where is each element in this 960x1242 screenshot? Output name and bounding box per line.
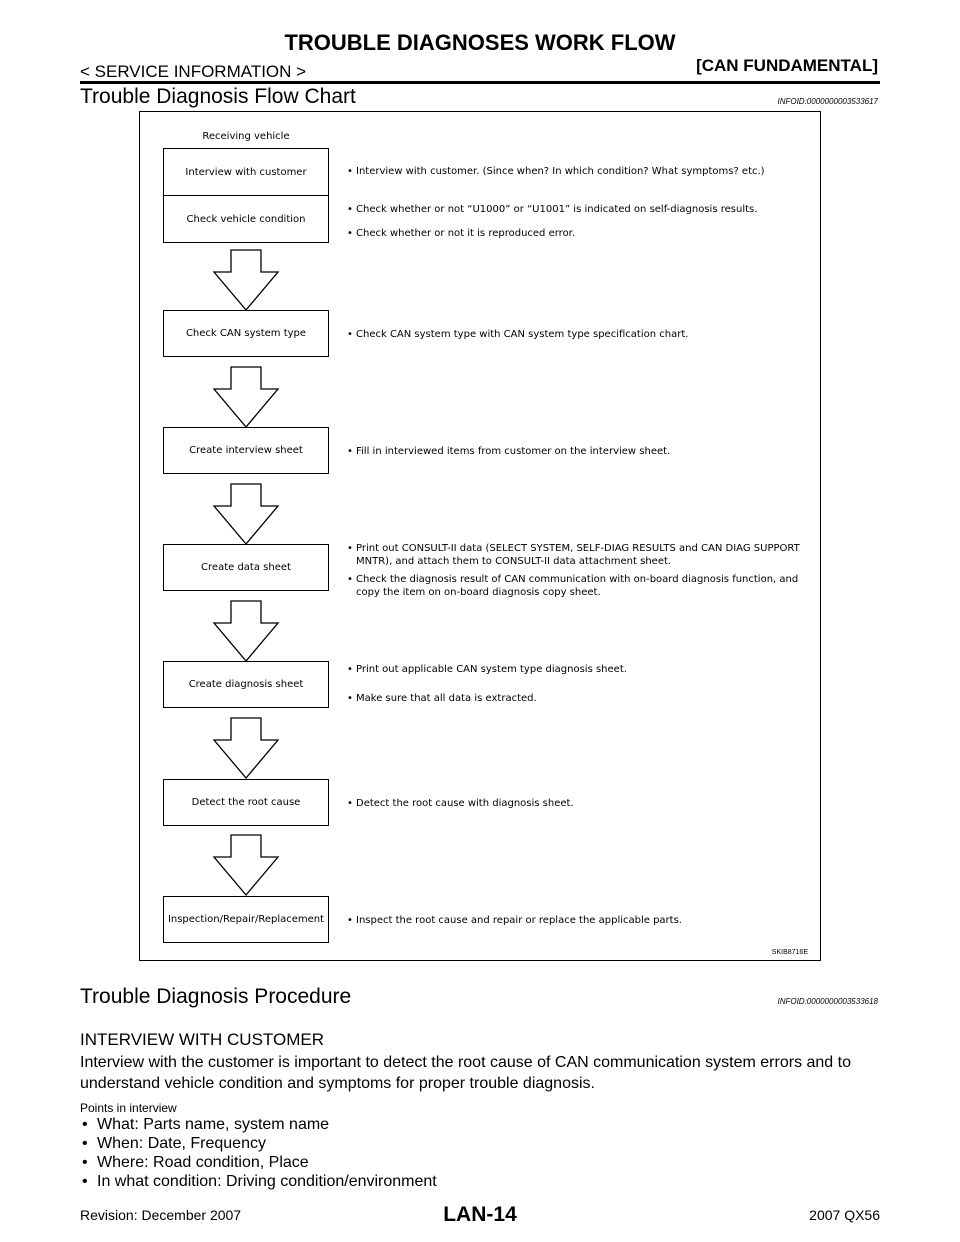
step-label: Check CAN system type — [185, 328, 307, 339]
step-note: • Check whether or not it is reproduced error. — [347, 228, 576, 239]
category-label: [CAN FUNDAMENTAL] — [696, 56, 878, 75]
step-label: Detect the root cause — [191, 797, 301, 808]
list-item: • What: Parts name, system name — [80, 1115, 437, 1134]
figure-code: SKIB8716E — [771, 949, 808, 956]
step-note: • Print out applicable CAN system type diagnosis sheet. — [347, 664, 627, 675]
step-label: Check vehicle condition — [186, 213, 306, 225]
step-box — [163, 544, 329, 591]
intro-paragraph: Interview with the customer is important to detect the root cause of CAN communication system errors and to understand vehicle condition and symptoms for proper trouble diagnosis. — [80, 1054, 851, 1092]
points-list — [80, 1115, 437, 1191]
step-note: • Fill in interviewed items from customer on the interview sheet. — [347, 446, 671, 457]
page-number: LAN-14 — [443, 1203, 517, 1226]
info-id: INFOID:0000000003533618 — [777, 997, 878, 1006]
step-box — [163, 427, 329, 474]
step-box — [163, 195, 329, 243]
info-id: INFOID:0000000003533617 — [777, 97, 878, 106]
page-header-title: TROUBLE DIAGNOSES WORK FLOW — [284, 30, 676, 55]
list-item: • In what condition: Driving condition/environment — [80, 1172, 437, 1191]
model-year: 2007 QX56 — [809, 1207, 880, 1223]
step-label: Create interview sheet — [189, 445, 303, 456]
down-arrow-icon — [214, 601, 278, 661]
step-label: Create diagnosis sheet — [188, 679, 304, 690]
step-note: • Check CAN system type with CAN system type specification chart. — [347, 329, 689, 340]
step-note: • Detect the root cause with diagnosis sheet. — [347, 798, 574, 809]
down-arrow-icon — [214, 718, 278, 778]
step-box — [163, 148, 329, 196]
step-box — [163, 779, 329, 826]
step-box — [163, 661, 329, 708]
step-label: Create data sheet — [201, 562, 291, 573]
section-context: < SERVICE INFORMATION > — [80, 62, 307, 81]
step-label: Inspection/Repair/Replacement — [167, 914, 325, 925]
header-rule — [80, 81, 880, 84]
step-note: • Inspect the root cause and repair or replace the applicable parts. — [347, 915, 682, 926]
step-note: • Check the diagnosis result of CAN communication with on-board diagnosis function, and copy the item on on-board diagnosis copy sheet. — [347, 574, 799, 598]
step-note: • Print out CONSULT-II data (SELECT SYSTEM, SELF-DIAG RESULTS and CAN DIAG SUPPORT MNTR), and attach them to CONSULT-II data attachment sheet. — [347, 543, 800, 567]
step-note: • Interview with customer. (Since when? In which condition? What symptoms? etc.) — [347, 166, 765, 177]
flow-chart-figure — [139, 111, 821, 961]
step-box — [163, 310, 329, 357]
down-arrow-icon — [214, 835, 278, 895]
subheading: INTERVIEW WITH CUSTOMER — [80, 1030, 324, 1049]
section-title-procedure: Trouble Diagnosis Procedure — [80, 985, 352, 1008]
step-note: • Make sure that all data is extracted. — [347, 693, 537, 704]
down-arrow-icon — [214, 250, 278, 310]
down-arrow-icon — [214, 367, 278, 427]
down-arrow-icon — [214, 484, 278, 544]
points-label: Points in interview — [80, 1101, 177, 1115]
step-box — [163, 896, 329, 943]
start-label: Receiving vehicle — [202, 131, 290, 142]
step-note: • Check whether or not “U1000” or “U1001” is indicated on self-diagnosis results. — [347, 204, 758, 215]
list-item: • Where: Road condition, Place — [80, 1153, 437, 1172]
revision-date: Revision: December 2007 — [80, 1207, 242, 1223]
step-label: Interview with customer — [185, 166, 307, 178]
list-item: • When: Date, Frequency — [80, 1134, 437, 1153]
section-title-flow-chart: Trouble Diagnosis Flow Chart — [80, 85, 356, 108]
